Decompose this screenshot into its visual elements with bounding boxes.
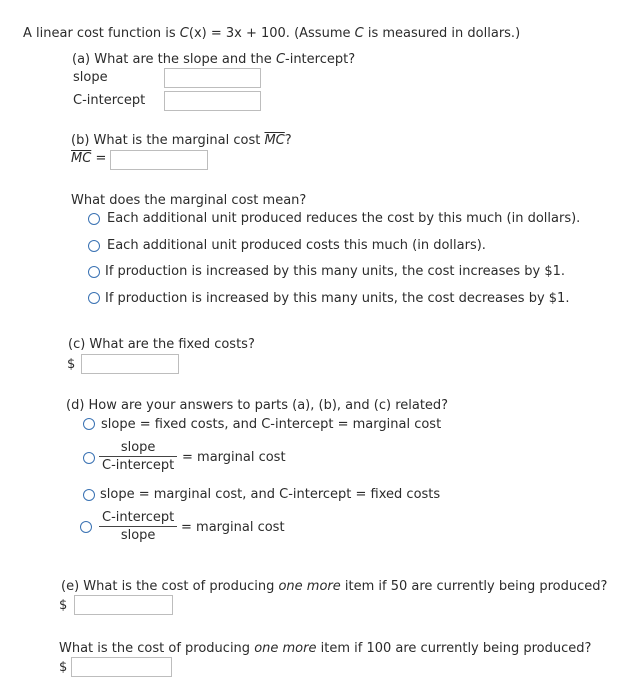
- relation-option-2-fraction: [99, 440, 177, 473]
- meaning-option-4-label: If production is increased by this many units, the cost decreases by $1.: [105, 291, 570, 306]
- cost-100-currency: $: [59, 660, 68, 675]
- part-e-question-2: What is the cost of producing one more item if 100 are currently being produced?: [59, 641, 592, 656]
- relation-option-4-fraction: [99, 510, 177, 543]
- part-c-question: (c) What are the fixed costs?: [68, 337, 255, 352]
- relation-option-3-radio[interactable]: [83, 489, 95, 501]
- relation-option-3-label: slope = marginal cost, and C-intercept = fixed costs: [100, 487, 441, 502]
- fraction-denominator: C-intercept: [102, 458, 175, 473]
- fixed-costs-currency: $: [67, 357, 76, 372]
- meaning-option-4-radio[interactable]: [88, 292, 100, 304]
- fraction-denominator: slope: [120, 528, 156, 543]
- c-intercept-label: C-intercept: [73, 93, 146, 108]
- mc-input[interactable]: [110, 150, 208, 170]
- meaning-option-3-label: If production is increased by this many units, the cost increases by $1.: [105, 264, 566, 279]
- meaning-option-3-radio[interactable]: [88, 266, 100, 278]
- relation-option-1-radio[interactable]: [83, 418, 95, 430]
- relation-option-2-rhs: = marginal cost: [182, 450, 286, 465]
- part-a-question: (a) What are the slope and the C-intercept?: [72, 52, 356, 67]
- fixed-costs-input[interactable]: [81, 354, 179, 374]
- intro-text: A linear cost function is C(x) = 3x + 100. (Assume C is measured in dollars.): [23, 26, 521, 41]
- relation-option-1-label: slope = fixed costs, and C-intercept = marginal cost: [101, 417, 442, 432]
- part-e-question: (e) What is the cost of producing one more item if 50 are currently being produced?: [61, 579, 608, 594]
- marginal-cost-meaning-question: What does the marginal cost mean?: [71, 193, 307, 208]
- part-b-question: (b) What is the marginal cost $\overline{MC}$?: [71, 133, 292, 148]
- meaning-option-1-radio[interactable]: [88, 213, 100, 225]
- meaning-option-2-label: Each additional unit produced costs this much (in dollars).: [107, 238, 486, 253]
- slope-input[interactable]: [164, 68, 261, 88]
- meaning-option-1-label: Each additional unit produced reduces the cost by this much (in dollars).: [107, 211, 581, 226]
- fraction-numerator: slope: [99, 440, 177, 457]
- c-intercept-input[interactable]: [164, 91, 261, 111]
- fraction-numerator: C-intercept: [99, 510, 177, 527]
- relation-option-4-radio[interactable]: [80, 521, 92, 533]
- part-d-question: (d) How are your answers to parts (a), (b), and (c) related?: [66, 398, 449, 413]
- mc-label: $\overline{MC}$ =: [71, 151, 107, 166]
- cost-50-input[interactable]: [74, 595, 173, 615]
- cost-100-input[interactable]: [71, 657, 172, 677]
- cost-50-currency: $: [59, 598, 68, 613]
- relation-option-4-rhs: = marginal cost: [181, 520, 285, 535]
- meaning-option-2-radio[interactable]: [88, 240, 100, 252]
- relation-option-2-radio[interactable]: [83, 452, 95, 464]
- slope-label: slope: [73, 70, 108, 85]
